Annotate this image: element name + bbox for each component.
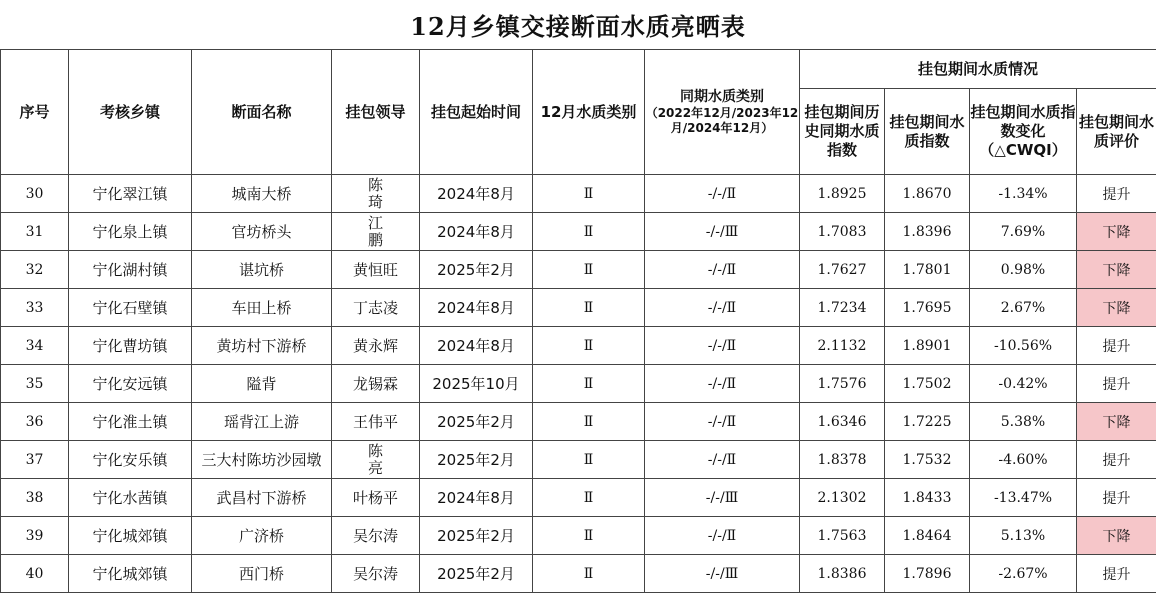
cell-section: 瑶背江上游 — [192, 403, 332, 441]
cell-period-index: 1.8464 — [885, 517, 970, 555]
cell-town: 宁化翠江镇 — [69, 175, 192, 213]
cell-index-change: 5.13% — [970, 517, 1077, 555]
cell-seq: 39 — [1, 517, 69, 555]
cell-section: 车田上桥 — [192, 289, 332, 327]
table-row — [1, 441, 1156, 479]
cell-historical-index: 1.7576 — [800, 365, 885, 403]
cell-section: 谌坑桥 — [192, 251, 332, 289]
cell-december-class: Ⅱ — [533, 365, 645, 403]
header-same-period-class — [645, 50, 800, 175]
leader-name-part: 江 — [367, 213, 383, 232]
cell-december-class: Ⅱ — [533, 517, 645, 555]
cell-town: 宁化城郊镇 — [69, 555, 192, 593]
cell-same-period-class: -/-/Ⅲ — [645, 555, 800, 593]
cell-same-period-class: -/-/Ⅱ — [645, 175, 800, 213]
cell-index-change: 2.67% — [970, 289, 1077, 327]
cell-same-period-class: -/-/Ⅱ — [645, 441, 800, 479]
table-row — [1, 403, 1156, 441]
cell-town: 宁化石壁镇 — [69, 289, 192, 327]
cell-evaluation: 下降 — [1077, 403, 1156, 441]
cell-index-change: -1.34% — [970, 175, 1077, 213]
cell-index-change: 7.69% — [970, 213, 1077, 251]
cell-evaluation: 下降 — [1077, 251, 1156, 289]
cell-town: 宁化水茜镇 — [69, 479, 192, 517]
cell-same-period-class: -/-/Ⅱ — [645, 251, 800, 289]
cell-town: 宁化安乐镇 — [69, 441, 192, 479]
header-start-time: 挂包起始时间 — [420, 50, 533, 175]
cell-period-index: 1.7896 — [885, 555, 970, 593]
cell-seq: 40 — [1, 555, 69, 593]
cell-seq: 32 — [1, 251, 69, 289]
table-row — [1, 251, 1156, 289]
cell-evaluation: 提升 — [1077, 555, 1156, 593]
cell-same-period-class: -/-/Ⅱ — [645, 289, 800, 327]
cell-leader: 黄恒旺 — [332, 251, 420, 289]
cell-start-time: 2024年8月 — [420, 327, 533, 365]
cell-leader: 叶杨平 — [332, 479, 420, 517]
cell-start-time: 2025年2月 — [420, 403, 533, 441]
cell-december-class: Ⅱ — [533, 441, 645, 479]
header-town: 考核乡镇 — [69, 50, 192, 175]
cell-december-class: Ⅱ — [533, 289, 645, 327]
cell-start-time: 2025年2月 — [420, 517, 533, 555]
cell-historical-index: 1.8386 — [800, 555, 885, 593]
header-group-period-quality: 挂包期间水质情况 — [800, 50, 1156, 89]
table-row — [1, 479, 1156, 517]
cell-period-index: 1.7225 — [885, 403, 970, 441]
cell-period-index: 1.7695 — [885, 289, 970, 327]
table-row — [1, 517, 1156, 555]
cell-leader: 黄永辉 — [332, 327, 420, 365]
cell-evaluation: 下降 — [1077, 517, 1156, 555]
cell-index-change: 0.98% — [970, 251, 1077, 289]
cell-town: 宁化湖村镇 — [69, 251, 192, 289]
header-evaluation: 挂包期间水质评价 — [1077, 89, 1156, 175]
header-period-index: 挂包期间水质指数 — [885, 89, 970, 175]
cell-period-index: 1.8901 — [885, 327, 970, 365]
leader-name-part: 陈 — [367, 441, 383, 460]
cell-section: 黄坊村下游桥 — [192, 327, 332, 365]
table-row — [1, 175, 1156, 213]
cell-historical-index: 1.7083 — [800, 213, 885, 251]
cell-period-index: 1.8670 — [885, 175, 970, 213]
cell-historical-index: 1.6346 — [800, 403, 885, 441]
cell-seq: 31 — [1, 213, 69, 251]
cell-december-class: Ⅱ — [533, 175, 645, 213]
cell-leader: 丁志凌 — [332, 289, 420, 327]
cell-section: 三大村陈坊沙园墩 — [192, 441, 332, 479]
leader-name-part: 琦 — [367, 192, 383, 211]
cell-index-change: -0.42% — [970, 365, 1077, 403]
cell-same-period-class: -/-/Ⅱ — [645, 365, 800, 403]
cell-seq: 34 — [1, 327, 69, 365]
cell-index-change: 5.38% — [970, 403, 1077, 441]
cell-section: 武昌村下游桥 — [192, 479, 332, 517]
water-quality-table — [0, 49, 1156, 593]
cell-index-change: -4.60% — [970, 441, 1077, 479]
header-leader: 挂包领导 — [332, 50, 420, 175]
cell-december-class: Ⅱ — [533, 327, 645, 365]
cell-seq: 37 — [1, 441, 69, 479]
cell-period-index: 1.7801 — [885, 251, 970, 289]
cell-seq: 38 — [1, 479, 69, 517]
leader-name-part: 陈 — [367, 175, 383, 194]
leader-name-part: 鹏 — [367, 230, 383, 249]
page-title: 12月乡镇交接断面水质亮晒表 — [410, 12, 746, 41]
cell-leader: 吴尔涛 — [332, 517, 420, 555]
cell-leader: 王伟平 — [332, 403, 420, 441]
cell-evaluation: 提升 — [1077, 479, 1156, 517]
cell-historical-index: 1.7234 — [800, 289, 885, 327]
cell-same-period-class: -/-/Ⅲ — [645, 479, 800, 517]
cell-start-time: 2025年2月 — [420, 441, 533, 479]
cell-start-time: 2025年2月 — [420, 555, 533, 593]
cell-same-period-class: -/-/Ⅱ — [645, 403, 800, 441]
cell-town: 宁化曹坊镇 — [69, 327, 192, 365]
cell-leader: 吴尔涛 — [332, 555, 420, 593]
header-same-period-subtitle: （2022年12月/2023年12月/2024年12月） — [645, 106, 799, 135]
cell-period-index: 1.7502 — [885, 365, 970, 403]
cell-start-time: 2024年8月 — [420, 213, 533, 251]
cell-historical-index: 1.8378 — [800, 441, 885, 479]
table-row — [1, 289, 1156, 327]
cell-start-time: 2025年10月 — [420, 365, 533, 403]
cell-same-period-class: -/-/Ⅱ — [645, 327, 800, 365]
cell-evaluation: 提升 — [1077, 441, 1156, 479]
cell-december-class: Ⅱ — [533, 555, 645, 593]
cell-evaluation: 提升 — [1077, 327, 1156, 365]
cell-town: 宁化淮土镇 — [69, 403, 192, 441]
cell-seq: 35 — [1, 365, 69, 403]
cell-town: 宁化城郊镇 — [69, 517, 192, 555]
cell-evaluation: 下降 — [1077, 289, 1156, 327]
table-row — [1, 365, 1156, 403]
table-row — [1, 213, 1156, 251]
cell-section: 隘背 — [192, 365, 332, 403]
cell-historical-index: 1.8925 — [800, 175, 885, 213]
cell-start-time: 2024年8月 — [420, 479, 533, 517]
cell-index-change: -10.56% — [970, 327, 1077, 365]
cell-seq: 36 — [1, 403, 69, 441]
cell-section: 官坊桥头 — [192, 213, 332, 251]
cell-evaluation: 提升 — [1077, 175, 1156, 213]
cell-section: 广济桥 — [192, 517, 332, 555]
header-december-class: 12月水质类别 — [533, 50, 645, 175]
cell-same-period-class: -/-/Ⅱ — [645, 517, 800, 555]
header-same-period-title: 同期水质类别 — [680, 89, 764, 105]
cell-period-index: 1.7532 — [885, 441, 970, 479]
header-index-change: 挂包期间水质指数变化（△CWQI） — [970, 89, 1077, 175]
cell-leader — [332, 175, 420, 213]
table-row — [1, 327, 1156, 365]
cell-index-change: -13.47% — [970, 479, 1077, 517]
cell-evaluation: 提升 — [1077, 365, 1156, 403]
cell-same-period-class: -/-/Ⅲ — [645, 213, 800, 251]
cell-period-index: 1.8396 — [885, 213, 970, 251]
cell-leader: 龙锡霖 — [332, 365, 420, 403]
cell-historical-index: 2.1302 — [800, 479, 885, 517]
cell-december-class: Ⅱ — [533, 479, 645, 517]
cell-town: 宁化安远镇 — [69, 365, 192, 403]
cell-section: 城南大桥 — [192, 175, 332, 213]
cell-seq: 30 — [1, 175, 69, 213]
cell-leader — [332, 213, 420, 251]
cell-december-class: Ⅱ — [533, 403, 645, 441]
cell-start-time: 2024年8月 — [420, 175, 533, 213]
cell-december-class: Ⅱ — [533, 251, 645, 289]
table-row — [1, 555, 1156, 593]
header-seq: 序号 — [1, 50, 69, 175]
cell-start-time: 2025年2月 — [420, 251, 533, 289]
cell-historical-index: 2.1132 — [800, 327, 885, 365]
cell-period-index: 1.8433 — [885, 479, 970, 517]
cell-historical-index: 1.7563 — [800, 517, 885, 555]
table-body — [1, 175, 1156, 593]
cell-leader — [332, 441, 420, 479]
cell-seq: 33 — [1, 289, 69, 327]
header-section: 断面名称 — [192, 50, 332, 175]
cell-start-time: 2024年8月 — [420, 289, 533, 327]
cell-evaluation: 下降 — [1077, 213, 1156, 251]
header-historical-index: 挂包期间历史同期水质指数 — [800, 89, 885, 175]
cell-section: 西门桥 — [192, 555, 332, 593]
cell-town: 宁化泉上镇 — [69, 213, 192, 251]
cell-index-change: -2.67% — [970, 555, 1077, 593]
cell-december-class: Ⅱ — [533, 213, 645, 251]
leader-name-part: 亮 — [367, 458, 383, 477]
cell-historical-index: 1.7627 — [800, 251, 885, 289]
